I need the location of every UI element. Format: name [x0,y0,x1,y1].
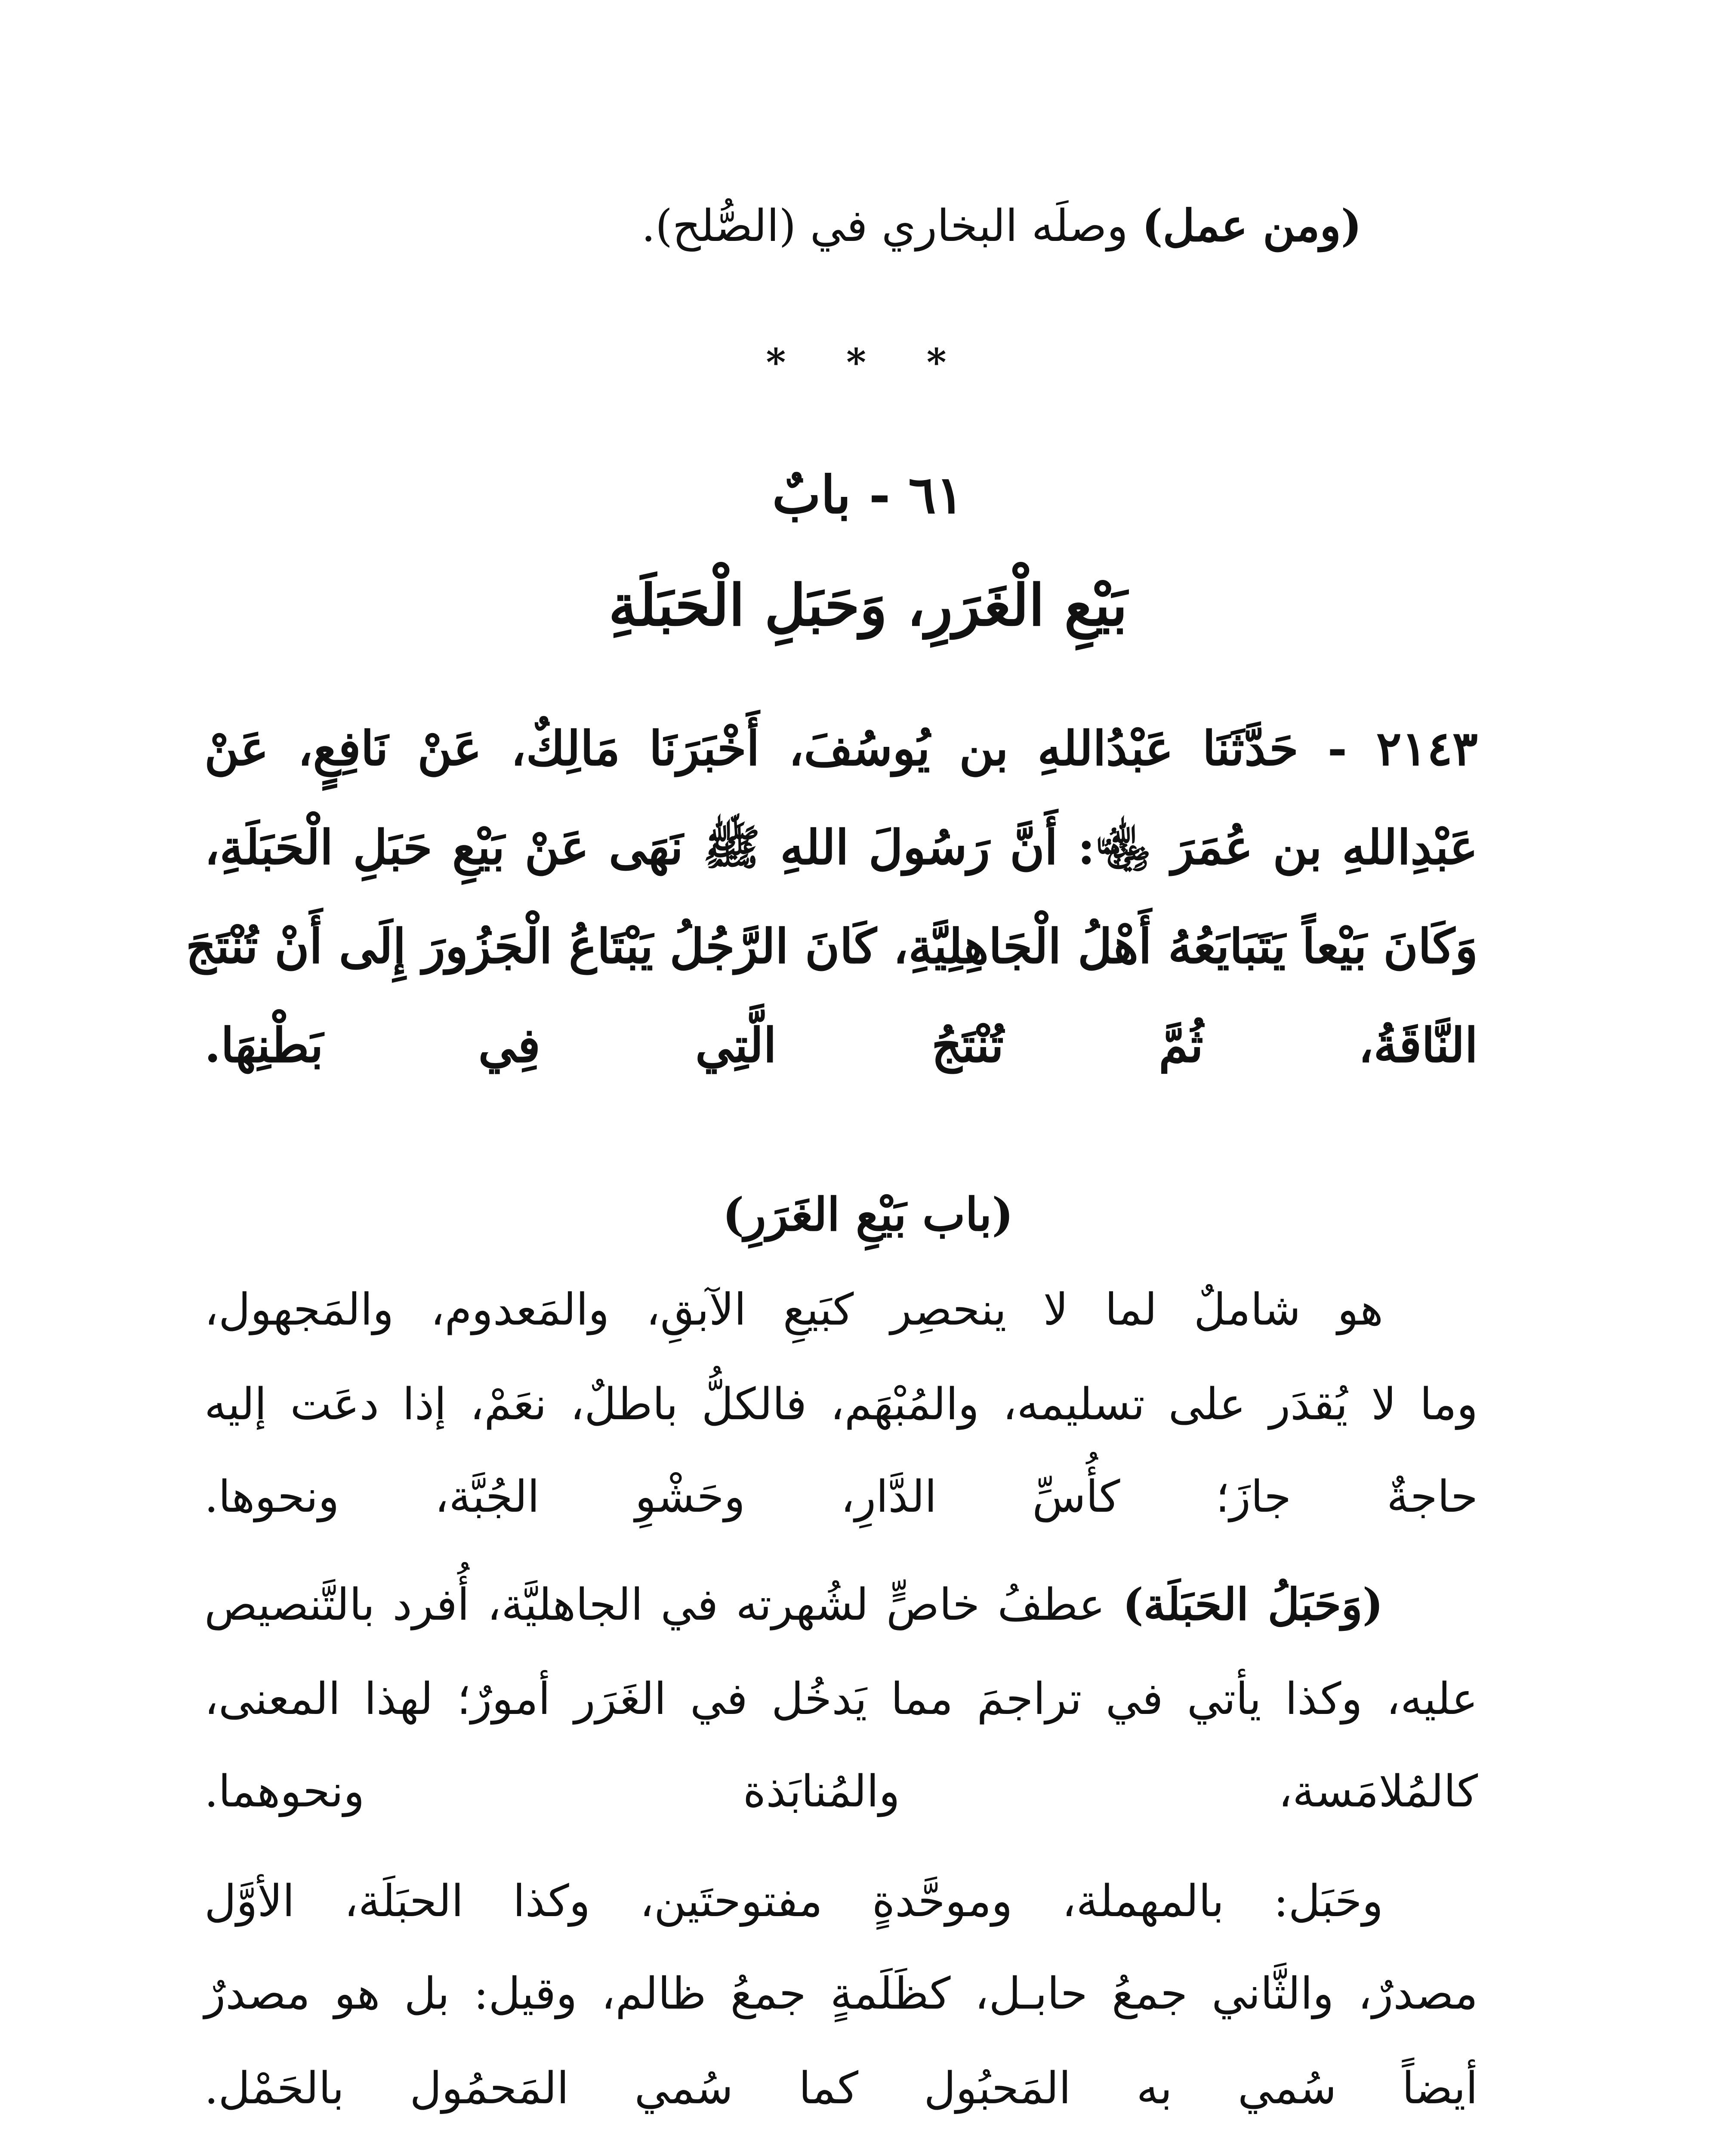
chapter-number: ٦١ - بابٌ [772,465,964,525]
intro-rest: وصلَه البخاري في (الصُّلح). [641,200,1142,252]
commentary-line: مصدرٌ، والثَّاني جمعُ حابـل، كظَلَمةٍ جمعُ ظالم، وقيل: بل هو مصدرٌ [204,1968,1478,2019]
commentary-line [204,1575,1383,1635]
commentary-line: حاجةٌ جازَ؛ كأُسِّ الدَّارِ، وحَشْوِ الجُبَّة، ونحوها. [204,1471,1478,1522]
hadith-line: وَكَانَ بَيْعاً يَتَبَايَعُهُ أَهْلُ الْجَاهِلِيَّةِ، كَانَ الرَّجُلُ يَبْتَاعُ الْجَزُورَ إِلَى أَنْ تُنْتَجَ [185,918,1478,974]
commentary-line: عليه، وكذا يأتي في تراجمَ مما يَدخُل في الغَرَر أمورٌ؛ لهذا المعنى، [204,1673,1478,1725]
chapter-title: بَيْعِ الْغَرَرِ، وَحَبَلِ الْحَبَلَةِ [608,572,1128,639]
commentary-line: وما لا يُقدَر على تسليمه، والمُبْهَم، فالكلُّ باطلٌ، نعَمْ، إذا دعَت إليه [204,1379,1478,1430]
commentary-line: وحَبَل: بالمهملة، وموحَّدةٍ مفتوحتَين، وكذا الحبَلَة، الأوَّل [204,1876,1383,1927]
paragraph2-line1-rest: عطفُ خاصٍّ لشُهرته في الجاهليَّة، أُفرد بالتَّنصيص [204,1579,1123,1630]
intro-line [641,196,1362,256]
commentary-heading: (باب بَيْعِ الغَرَرِ) [722,1187,1014,1241]
hadith-line: عَبْدِاللهِ بن عُمَرَ ﵄: أَنَّ رَسُولَ اللهِ ﷺ نَهَى عَنْ بَيْعِ حَبَلِ الْحَبَلَةِ، [204,820,1478,875]
section-separator: * * * [766,340,970,385]
hadith-line: ٢١٤٣ - حَدَّثَنَا عَبْدُاللهِ بن يُوسُفَ، أَخْبَرَنَا مَالِكٌ، عَنْ نَافِعٍ، عَنْ [204,721,1478,776]
paragraph2-lead: (وَحَبَلُ الحَبَلَة) [1122,1579,1384,1630]
intro-head: (ومن عمل) [1142,200,1362,252]
commentary-line: هو شاملٌ لما لا ينحصِر كبَيعِ الآبقِ، والمَعدوم، والمَجهول، [204,1284,1383,1335]
commentary-line: أيضاً سُمي به المَحبُول كما سُمي المَحمُول بالحَمْل. [204,2063,1478,2114]
hadith-line: النَّاقَةُ، ثُمَّ تُنْتَجُ الَّتِي فِي بَطْنِهَا. [204,1017,1478,1073]
commentary-line: كالمُلامَسة، والمُنابَذة ونحوهما. [204,1766,1478,1817]
